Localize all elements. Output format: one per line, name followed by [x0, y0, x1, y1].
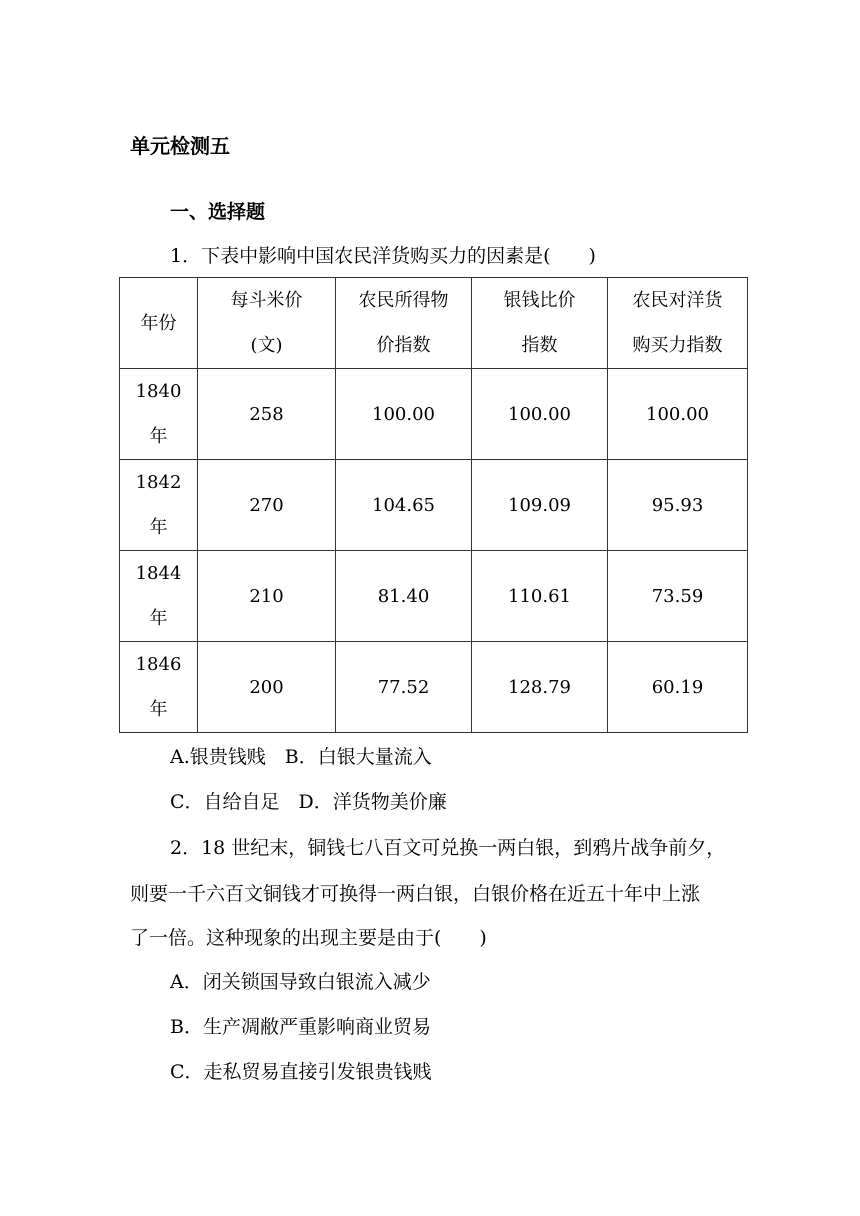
- header-year-label: 年份: [140, 312, 177, 334]
- question-2-option-b: B．生产凋敝严重影响商业贸易: [170, 1016, 431, 1038]
- question-1-stem: 1．下表中影响中国农民洋货购买力的因素是( ): [170, 245, 596, 267]
- cell-year: [120, 551, 198, 642]
- question-1-options-ab: A.银贵钱贱 B．白银大量流入: [170, 746, 432, 768]
- header-rice-price-line2: (文): [250, 335, 283, 356]
- cell-rice-price: 210: [198, 551, 336, 642]
- question-2-option-a: A．闭关锁国导致白银流入减少: [170, 971, 431, 993]
- unit-heading: 单元检测五: [130, 134, 230, 158]
- cell-year: [120, 369, 198, 460]
- section-heading: 一、选择题: [170, 201, 266, 223]
- cell-year: [120, 460, 198, 551]
- year-number: 1844: [135, 563, 182, 584]
- header-income-index-line1: 农民所得物: [358, 290, 449, 311]
- cell-purchasing-power: 100.00: [608, 369, 748, 460]
- cell-income-index: 77.52: [336, 642, 472, 733]
- cell-income-index: 104.65: [336, 460, 472, 551]
- year-suffix: 年: [149, 517, 168, 538]
- cell-rice-price: 200: [198, 642, 336, 733]
- header-purchasing-power-line1: 农民对洋货: [632, 290, 723, 311]
- header-silver-ratio-line2: 指数: [521, 335, 558, 356]
- table-row: [120, 551, 748, 642]
- question-1-options-cd: C．自给自足 D．洋货物美价廉: [170, 791, 447, 813]
- cell-income-index: 100.00: [336, 369, 472, 460]
- cell-silver-ratio: 109.09: [472, 460, 608, 551]
- table-row: [120, 460, 748, 551]
- header-rice-price-line1: 每斗米价: [230, 290, 303, 311]
- question-2-stem-line: 了一倍。这种现象的出现主要是由于( ): [130, 927, 487, 949]
- question-2-option-c: C．走私贸易直接引发银贵钱贱: [170, 1061, 432, 1083]
- cell-year: [120, 642, 198, 733]
- price-index-table: [119, 277, 748, 733]
- year-suffix: 年: [149, 608, 168, 629]
- table-header-row: [120, 278, 748, 369]
- cell-silver-ratio: 100.00: [472, 369, 608, 460]
- cell-income-index: 81.40: [336, 551, 472, 642]
- year-number: 1842: [135, 472, 182, 493]
- year-number: 1840: [135, 381, 182, 402]
- cell-purchasing-power: 60.19: [608, 642, 748, 733]
- cell-rice-price: 270: [198, 460, 336, 551]
- year-suffix: 年: [149, 699, 168, 720]
- table-row: [120, 642, 748, 733]
- cell-rice-price: 258: [198, 369, 336, 460]
- table-row: [120, 369, 748, 460]
- cell-purchasing-power: 95.93: [608, 460, 748, 551]
- header-year: [120, 278, 198, 369]
- year-number: 1846: [135, 654, 182, 675]
- question-2-stem-line: 则要一千六百文铜钱才可换得一两白银，白银价格在近五十年中上涨: [130, 883, 701, 905]
- header-silver-ratio: [472, 278, 608, 369]
- header-silver-ratio-line1: 银钱比价: [503, 290, 576, 311]
- cell-silver-ratio: 110.61: [472, 551, 608, 642]
- question-2-stem-line: 2．18 世纪末，铜钱七八百文可兑换一两白银，到鸦片战争前夕，: [170, 837, 726, 859]
- header-income-index: [336, 278, 472, 369]
- header-rice-price: [198, 278, 336, 369]
- cell-silver-ratio: 128.79: [472, 642, 608, 733]
- year-suffix: 年: [149, 426, 168, 447]
- header-purchasing-power: [608, 278, 748, 369]
- header-income-index-line2: 价指数: [376, 335, 431, 356]
- header-purchasing-power-line2: 购买力指数: [632, 335, 723, 356]
- cell-purchasing-power: 73.59: [608, 551, 748, 642]
